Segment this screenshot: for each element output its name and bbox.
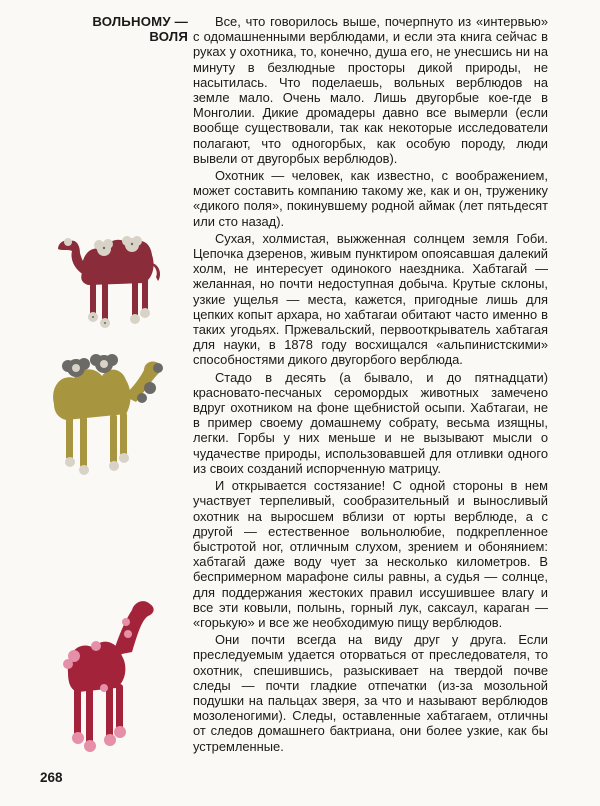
paragraph-2: Охотник — человек, как известно, с воображением, может составить компанию такому же, как и он, труженику «дикого поля», покинувшему родной аймак (лет пятьдесят или сто назад). bbox=[193, 168, 548, 229]
page-number: 268 bbox=[40, 770, 63, 785]
heading-line-2: ВОЛЯ bbox=[149, 29, 188, 44]
paragraph-1: Все, что говорилось выше, почерпнуто из «интервью» с одомашненными верблюдами, и если эта книга сейчас в руках у охотника, то, конечно, душа его, не унесшись ни на минуту в безлюдные просторы дикой природы, не насытилась. Что поделаешь, вольных верблюдов на земле мало. Очень мало. Лишь двугорбые кое-где в Монголии. Дикие дромадеры давно все вымерли (если вообще существовали, так как некоторые исследователи полагают, что одногорбых, как особую породу, люди вывели от двугорбых верблюдов). bbox=[193, 14, 548, 166]
paragraph-5: И открывается состязание! С одной стороны в нем участвует терпеливый, сообразительный и выносливый охотник на выросшем вблизи от юрты верблюде, а с другой — естественное вольнолюбие, подкрепленное быстротой ног, отличным слухом, зрением и обонянием: хабтагай даже воду чует за несколько километров. В беспримерном марафоне силы равны, а судья — солнце, для поддержания жестоких правил иссушившее влагу и все эти ковыли, полынь, горный лук, саксаул, караган — «горькую» и все же необходимую пищу верблюдов. bbox=[193, 478, 548, 630]
camel-illustration-olive bbox=[40, 340, 180, 490]
camel-illustration-red bbox=[52, 592, 182, 762]
article-text bbox=[193, 14, 548, 756]
heading-line-1: ВОЛЬНОМУ — bbox=[92, 14, 188, 29]
paragraph-3: Сухая, холмистая, выжженная солнцем земля Гоби. Цепочка дзеренов, живым пунктиром опоясавшая далекий холм, не интересует одинокого наездника. Хабтагай — желанная, но почти недоступная добыча. Крутые склоны, узкие ущелья — места, кажется, пригодные лишь для цепких копыт архара, но хабтагаи обитают часто именно в таких угодьях. Пржевальский, первооткрыватель хабтагая для науки, в 1878 году восхищался «альпинистскими» способностями дикого двугорбого верблюда. bbox=[193, 230, 548, 368]
paragraph-4: Стадо в десять (а бывало, и до пятнадцати) красновато-песчаных серомордых животных замечено вдруг охотником на фоне щебнистой осыпи. Хабтагаи, не в пример своему домашнему собрату, весьма изящны, легки. Горбы у них меньше и не вызывают мысли о чудачестве природы, использовавшей для отливки одного из своих созданий испорченную матрицу. bbox=[193, 369, 548, 476]
paragraph-6: Они почти всегда на виду друг у друга. Если преследуемым удается оторваться от преследователя, то охотник, спешившись, разыскивает на твердой почве следы — почти гладкие отпечатки (из-за мозольной подушки на пальцах зверя, за что и называют верблюдов мозоленогими). Следы, оставленные хабтагаем, отличны от следов домашнего бактриана, они более узкие, как бы устремленные. bbox=[193, 632, 548, 754]
camel-illustration-maroon bbox=[52, 215, 172, 333]
section-heading bbox=[70, 14, 188, 44]
